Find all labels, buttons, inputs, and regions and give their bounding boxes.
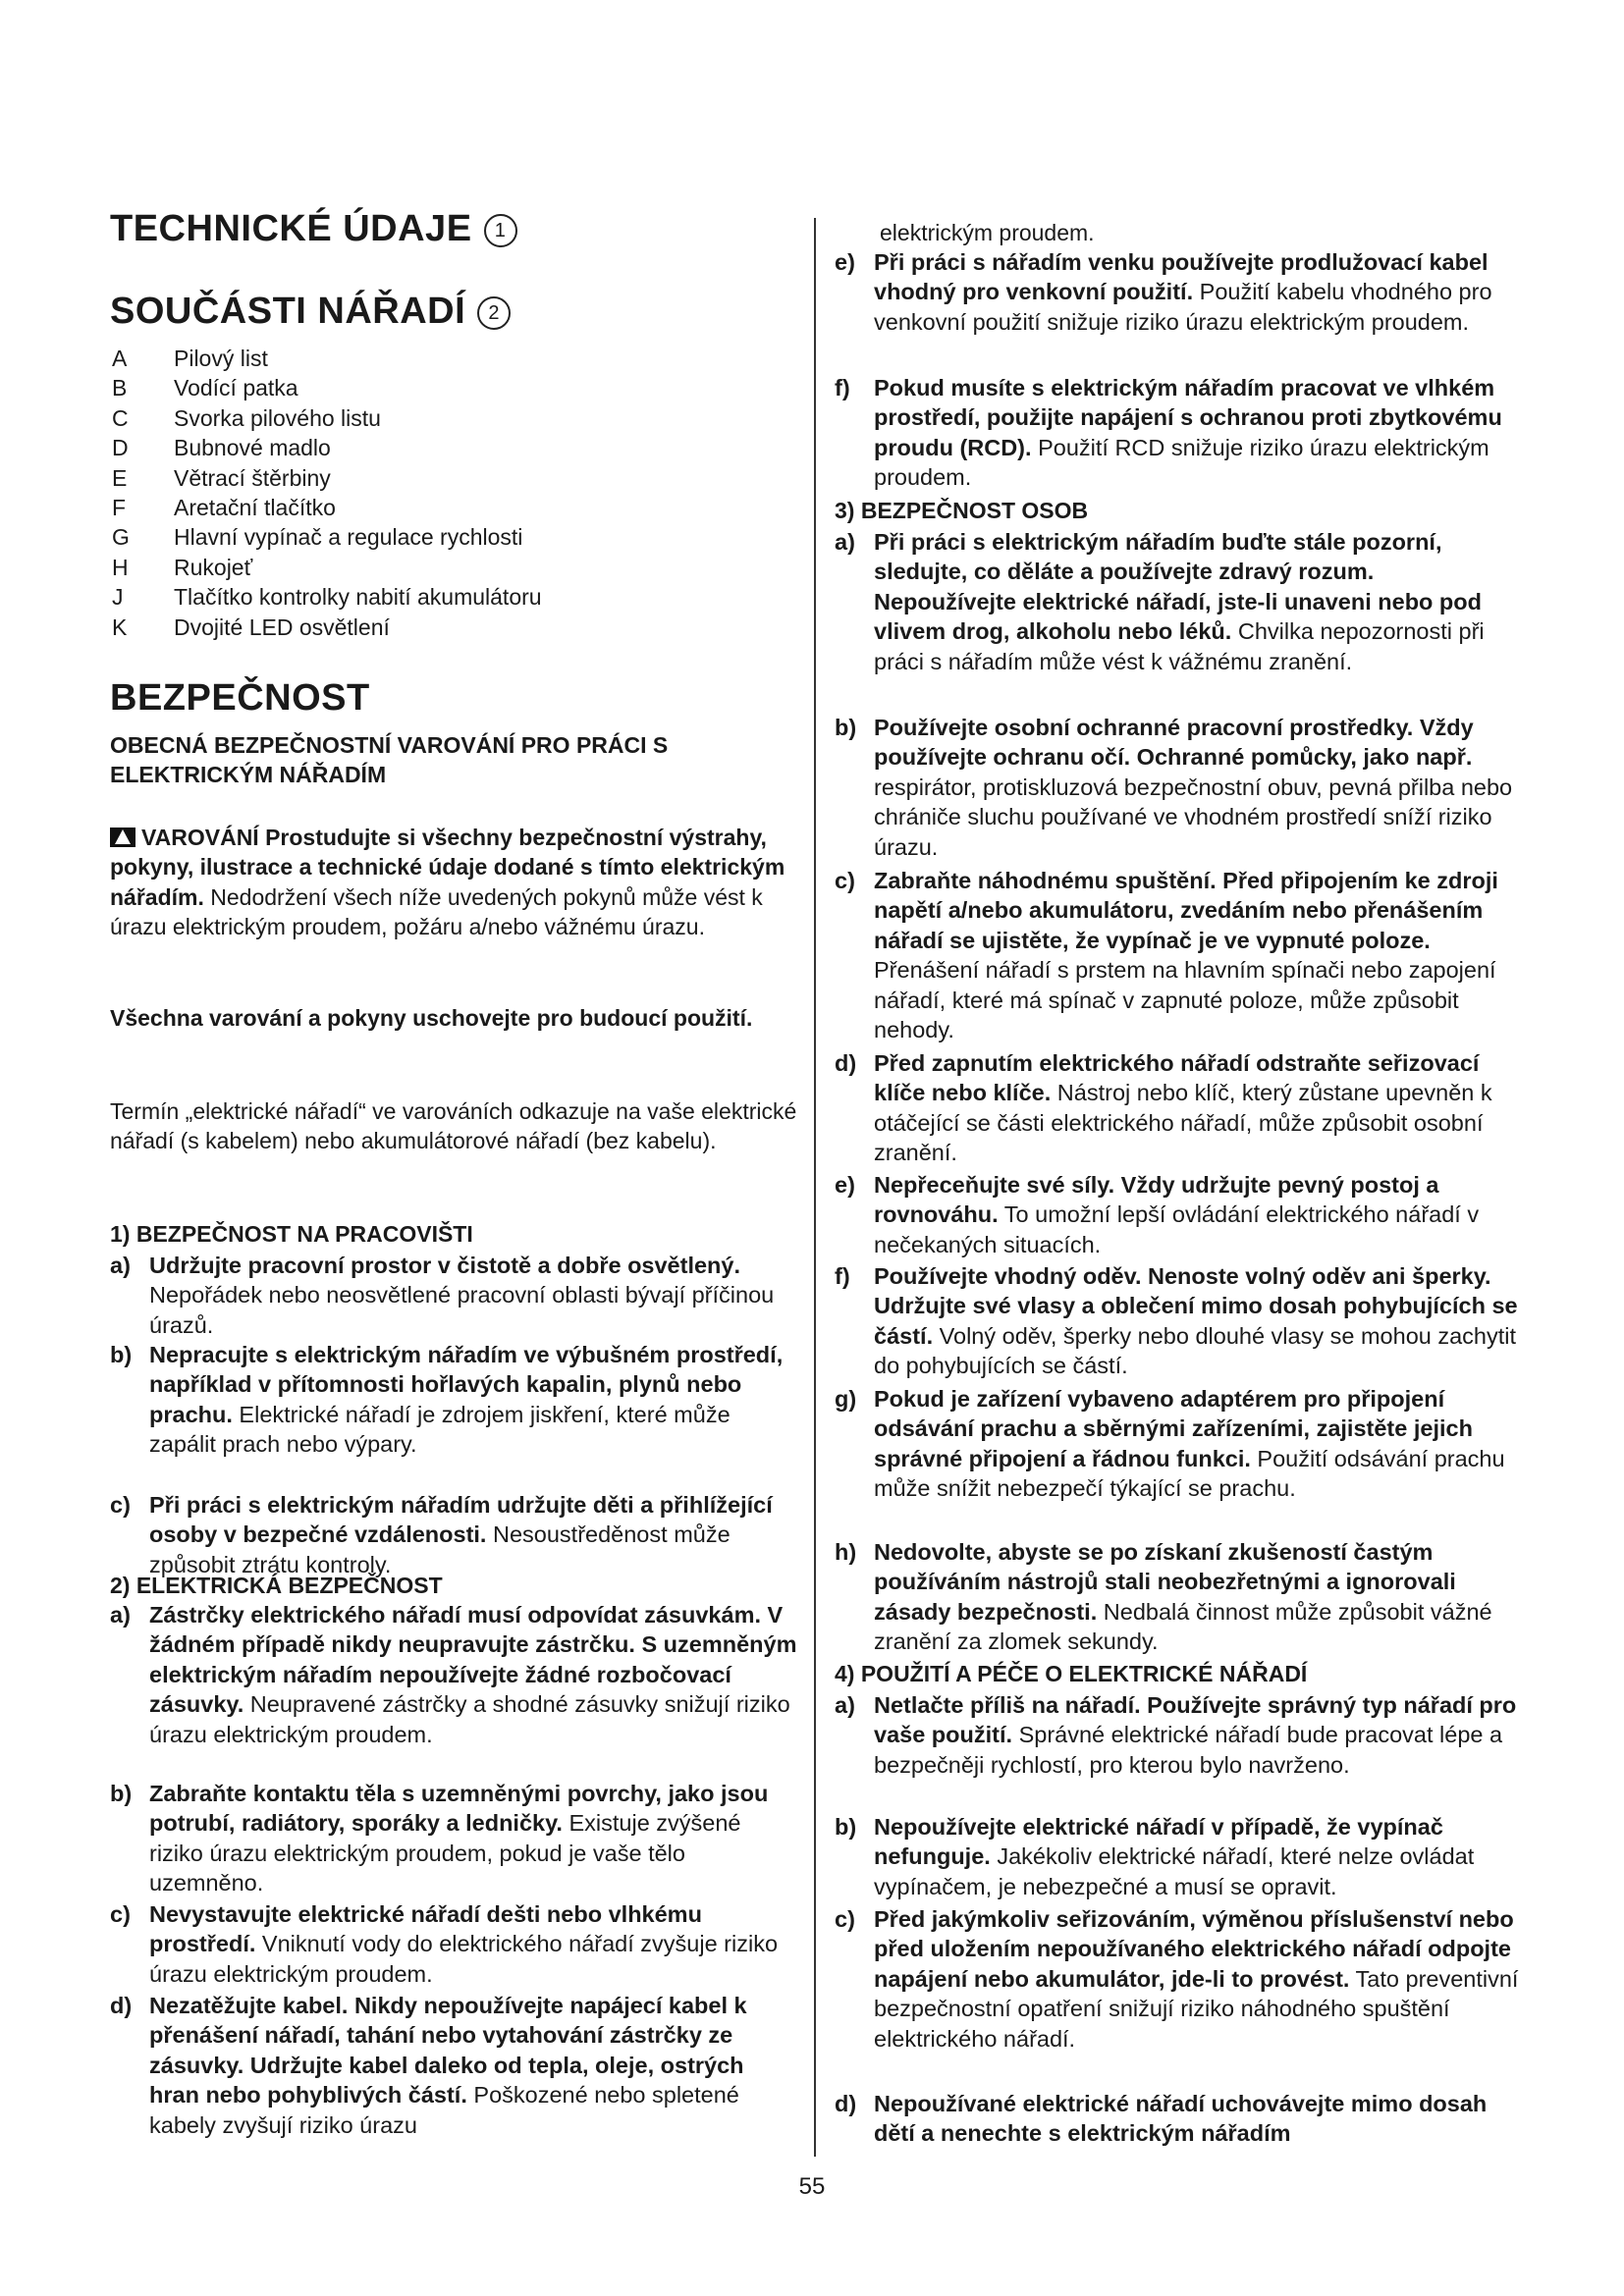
part-letter: G bbox=[112, 524, 130, 551]
part-name: Pilový list bbox=[174, 346, 268, 371]
list-item: c) Nevystavujte elektrické nářadí dešti nebo vlhkému prostředí. Vniknutí vody do elektrického nářadí zvyšuje riziko úrazu elektrickým proudem. bbox=[110, 1899, 797, 1989]
part-letter: D bbox=[112, 435, 129, 461]
list-item: a) Zástrčky elektrického nářadí musí odpovídat zásuvkám. V žádném případě nikdy neupravujte zástrčku. S uzemněným elektrickým nářadím nepoužívejte žádné rozbočovací zásuvky. Neupravené zástrčky a shodné zásuvky snižují riziko úrazu elektrickým proudem. bbox=[110, 1600, 797, 1749]
item-label: c) bbox=[110, 1492, 131, 1518]
list-item: b) Zabraňte kontaktu těla s uzemněnými povrchy, jako jsou potrubí, radiátory, sporáky a ledničky. Existuje zvýšené riziko úrazu elektrickým proudem, pokud je vaše tělo uzemněno. bbox=[110, 1779, 797, 1898]
list-item: c) Zabraňte náhodnému spuštění. Před připojením ke zdroji napětí a/nebo akumulátoru, zvedáním nebo přenášením nářadí se ujistěte, že vypínač je ve vypnuté poloze. Přenášení nářadí s prstem na hlavním spínači nebo zapojení nářadí, které má spínač v zapnuté poloze, může způsobit nehody. bbox=[835, 866, 1522, 1044]
list-item: f) Pokud musíte s elektrickým nářadím pracovat ve vlhkém prostředí, použijte napájení s ochranou proti zbytkovému proudu (RCD). Použití RCD snižuje riziko úrazu elektrickým proudem. bbox=[835, 373, 1522, 493]
parts-list-item bbox=[112, 613, 542, 642]
part-letter: F bbox=[112, 494, 127, 520]
item-label: g) bbox=[835, 1386, 857, 1412]
item-label: c) bbox=[835, 868, 855, 893]
item-label: a) bbox=[835, 1692, 855, 1718]
general-warnings-heading: OBECNÁ BEZPEČNOSTNÍ VAROVÁNÍ PRO PRÁCI S ELEKTRICKÝM NÁŘADÍM bbox=[110, 732, 669, 788]
parts-list-item bbox=[112, 553, 542, 582]
part-letter: K bbox=[112, 614, 128, 640]
part-name: Vodící patka bbox=[174, 375, 298, 401]
list-item: d) Před zapnutím elektrického nářadí odstraňte seřizovací klíče nebo klíče. Nástroj nebo klíč, který zůstane upevněn k otáčející se části elektrického nářadí, může způsobit osobní zranění. bbox=[835, 1048, 1522, 1168]
parts-list bbox=[112, 344, 542, 642]
parts-list-item bbox=[112, 403, 542, 433]
part-name: Tlačítko kontrolky nabití akumulátoru bbox=[174, 584, 542, 611]
parts-list-item bbox=[112, 522, 542, 552]
page-number: 55 bbox=[798, 2173, 826, 2200]
list-item: c) Před jakýmkoliv seřizováním, výměnou příslušenství nebo před uložením nepoužívaného elektrického nářadí odpojte napájení nebo akumulátor, jde-li to provést. Tato preventivní bezpečnostní opatření snižují riziko náhodného spuštění elektrického nářadí. bbox=[835, 1904, 1522, 2054]
list-item: b) Nepracujte s elektrickým nářadím ve výbušném prostředí, například v přítomnosti hořlavých kapalin, plynů nebo prachu. Elektrické nářadí je zdrojem jiskření, které může zapálit prach nebo výpary. bbox=[110, 1340, 797, 1460]
section-personal-safety: 3) BEZPEČNOST OSOB bbox=[835, 498, 1089, 523]
part-letter: H bbox=[112, 554, 129, 580]
continued-text: elektrickým proudem. bbox=[880, 220, 1095, 245]
heading-safety: BEZPEČNOST bbox=[110, 677, 370, 719]
heading-tool-parts bbox=[110, 291, 511, 333]
heading-technical-data bbox=[110, 208, 517, 250]
item-label: c) bbox=[835, 1906, 855, 1932]
item-label: e) bbox=[835, 249, 855, 275]
part-name: Aretační tlačítko bbox=[174, 494, 336, 520]
part-letter: E bbox=[112, 464, 128, 491]
list-item: e) Při práci s nářadím venku používejte prodlužovací kabel vhodný pro venkovní použití. Použití kabelu vhodného pro venkovní použití snižuje riziko úrazu elektrickým proudem. bbox=[835, 247, 1522, 337]
item-label: e) bbox=[835, 1172, 855, 1198]
item-label: b) bbox=[110, 1342, 133, 1367]
part-letter: B bbox=[112, 375, 128, 401]
item-label: d) bbox=[835, 1050, 857, 1076]
parts-list-item bbox=[112, 344, 542, 373]
part-name: Bubnové madlo bbox=[174, 435, 331, 461]
heading-text: SOUČÁSTI NÁŘADÍ bbox=[110, 291, 466, 332]
list-item: b) Používejte osobní ochranné pracovní prostředky. Vždy používejte ochranu očí. Ochranné pomůcky, jako např. respirátor, protiskluzová bezpečnostní obuv, pevná přilba nebo chrániče sluchu používané ve vhodném prostředí sníží riziko úrazu. bbox=[835, 713, 1522, 862]
item-label: f) bbox=[835, 375, 850, 400]
warning-text: Nedodržení všech níže uvedených pokynů může vést k úrazu elektrickým proudem, požáru a/nebo vážnému úrazu. bbox=[110, 883, 763, 940]
list-item: d) Nepoužívané elektrické nářadí uchovávejte mimo dosah dětí a nenechte s elektrickým nářadím bbox=[835, 2089, 1522, 2149]
list-item: a) Udržujte pracovní prostor v čistotě a dobře osvětlený. Nepořádek nebo neosvětlené pracovní oblasti bývají příčinou úrazů. bbox=[110, 1251, 797, 1340]
list-item: h) Nedovolte, abyste se po získaní zkušeností častým používáním nástrojů stali neobezřetnými a ignorovali zásady bezpečnosti. Nedbalá činnost může způsobit vážné zranění za zlomek sekundy. bbox=[835, 1537, 1522, 1657]
part-name: Svorka pilového listu bbox=[174, 404, 381, 431]
item-label: d) bbox=[835, 2091, 857, 2116]
list-item: a) Při práci s elektrickým nářadím buďte stále pozorní, sledujte, co děláte a používejte zdravý rozum. Nepoužívejte elektrické nářadí, jste-li unaveni nebo pod vlivem drog, alkoholu nebo léků. Chvilka nepozornosti při práci s nářadím může vést k vážnému zranění. bbox=[835, 527, 1522, 676]
figure-ref-badge: 1 bbox=[484, 214, 517, 247]
part-letter: A bbox=[112, 346, 128, 371]
part-name: Dvojité LED osvětlení bbox=[174, 614, 390, 640]
keep-instructions: Všechna varování a pokyny uschovejte pro budoucí použití. bbox=[110, 1005, 753, 1031]
part-letter: C bbox=[112, 404, 129, 431]
parts-list-item bbox=[112, 493, 542, 522]
part-name: Větrací štěrbiny bbox=[174, 464, 331, 491]
list-item: d) Nezatěžujte kabel. Nikdy nepoužívejte napájecí kabel k přenášení nářadí, tahání nebo vytahování zástrčky ze zásuvky. Udržujte kabel daleko od tepla, oleje, ostrých hran nebo pohyblivých částí. Poškozené nebo spletené kabely zvyšují riziko úrazu bbox=[110, 1991, 797, 2140]
term-definition: Termín „elektrické nářadí“ ve varováních odkazuje na vaše elektrické nářadí (s kabelem) nebo akumulátorové nářadí (bez kabelu). bbox=[110, 1098, 797, 1154]
list-item: f) Používejte vhodný oděv. Nenoste volný oděv ani šperky. Udržujte své vlasy a oblečení mimo dosah pohybujících se částí. Volný oděv, šperky nebo dlouhé vlasy se mohou zachytit do pohybujících se částí. bbox=[835, 1261, 1522, 1381]
item-label: b) bbox=[110, 1781, 133, 1806]
parts-list-item bbox=[112, 433, 542, 462]
item-label: c) bbox=[110, 1901, 131, 1927]
warning-icon bbox=[110, 828, 135, 847]
item-label: d) bbox=[110, 1993, 133, 2018]
section-tool-use-care: 4) POUŽITÍ A PÉČE O ELEKTRICKÉ NÁŘADÍ bbox=[835, 1661, 1308, 1686]
warning-bold: VAROVÁNÍ Prostudujte si všechny bezpečnostní výstrahy, pokyny, ilustrace a technické údaje dodané s tímto elektrickým nářadím. bbox=[110, 825, 785, 910]
item-label: b) bbox=[835, 1814, 857, 1840]
parts-list-item bbox=[112, 373, 542, 402]
list-item: b) Nepoužívejte elektrické nářadí v případě, že vypínač nefunguje. Jakékoliv elektrické nářadí, které nelze ovládat vypínačem, je nebezpečné a musí se opravit. bbox=[835, 1812, 1522, 1901]
list-item: g) Pokud je zařízení vybaveno adaptérem pro připojení odsávání prachu a sběrnými zařízeními, zajistěte jejich správné připojení a řádnou funkci. Použití odsávání prachu může snížit nebezpečí týkající se prachu. bbox=[835, 1384, 1522, 1504]
item-label: b) bbox=[835, 715, 857, 740]
list-item: c) Při práci s elektrickým nářadím udržujte děti a přihlížející osoby v bezpečné vzdálenosti. Nesoustředěnost může způsobit ztrátu kontroly. bbox=[110, 1490, 797, 1579]
part-letter: J bbox=[112, 584, 124, 611]
figure-ref-badge: 2 bbox=[477, 296, 511, 330]
part-name: Hlavní vypínač a regulace rychlosti bbox=[174, 524, 523, 551]
parts-list-item bbox=[112, 463, 542, 493]
item-label: a) bbox=[110, 1602, 131, 1628]
item-label: a) bbox=[835, 529, 855, 555]
section-work-area: 1) BEZPEČNOST NA PRACOVIŠTI bbox=[110, 1221, 473, 1247]
warning-paragraph bbox=[110, 823, 797, 942]
item-label: h) bbox=[835, 1539, 857, 1565]
list-item: e) Nepřeceňujte své síly. Vždy udržujte pevný postoj a rovnováhu. To umožní lepší ovládání elektrického nářadí v nečekaných situacích. bbox=[835, 1170, 1522, 1259]
heading-text: TECHNICKÉ ÚDAJE bbox=[110, 208, 472, 249]
section-electrical-safety: 2) ELEKTRICKÁ BEZPEČNOST bbox=[110, 1573, 443, 1598]
part-name: Rukojeť bbox=[174, 554, 253, 580]
parts-list-item bbox=[112, 582, 542, 612]
item-label: a) bbox=[110, 1253, 131, 1278]
column-divider bbox=[814, 218, 816, 2157]
item-label: f) bbox=[835, 1263, 850, 1289]
list-item: a) Netlačte příliš na nářadí. Používejte správný typ nářadí pro vaše použití. Správné elektrické nářadí bude pracovat lépe a bezpečněji rychlostí, pro kterou bylo navrženo. bbox=[835, 1690, 1522, 1780]
